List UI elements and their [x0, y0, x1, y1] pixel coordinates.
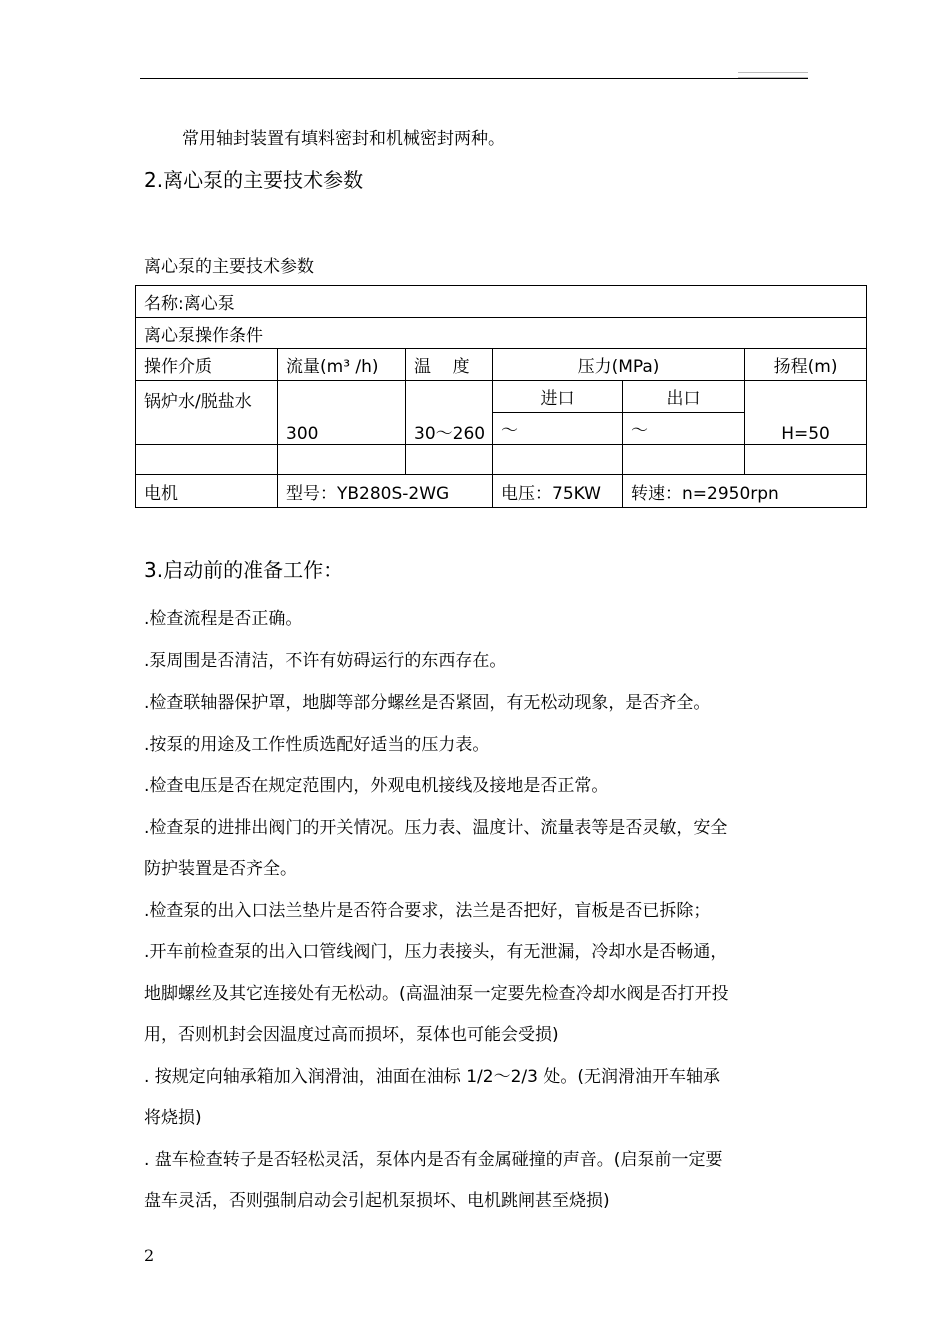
section-3-heading: 3.启动前的准备工作：: [144, 558, 344, 582]
prep-line: 将烧损): [144, 1108, 202, 1128]
table-row-subheaders: [136, 381, 867, 413]
prep-line: 防护装置是否齐全。: [144, 859, 297, 879]
prep-line: .开车前检查泵的出入口管线阀门，压力表接头，有无泄漏，冷却水是否畅通，: [144, 942, 728, 962]
prep-line: . 盘车检查转子是否轻松灵活，泵体内是否有金属碰撞的声音。(启泵前一定要: [144, 1150, 723, 1170]
motor-label: 电机: [136, 475, 278, 508]
header-pressure: 压力(MPa): [493, 349, 745, 381]
pump-parameters-table: [135, 285, 867, 508]
prep-line: 地脚螺丝及其它连接处有无松动。(高温油泵一定要先检查冷却水阀是否打开投: [144, 984, 729, 1004]
header-temperature: 温 度: [406, 349, 493, 381]
table-row-empty: [136, 445, 867, 475]
header-rule: [140, 78, 808, 79]
motor-model: 型号：YB280S-2WG: [278, 475, 493, 508]
prep-line: .检查泵的进排出阀门的开关情况。压力表、温度计、流量表等是否灵敏，安全: [144, 818, 728, 838]
prep-line: .检查流程是否正确。: [144, 609, 303, 629]
prep-line: .检查电压是否在规定范围内，外观电机接线及接地是否正常。: [144, 776, 609, 796]
cell-medium: 锅炉水/脱盐水: [136, 381, 278, 445]
section-2-heading: 2.离心泵的主要技术参数: [144, 168, 364, 192]
motor-speed: 转速：n=2950rpn: [623, 475, 867, 508]
operating-conditions-cell: 离心泵操作条件: [136, 318, 867, 349]
table-row-motor: [136, 475, 867, 508]
subheader-inlet: 进口: [493, 381, 623, 413]
table-row-headers: [136, 349, 867, 381]
cell-outlet-pressure: ～: [623, 413, 745, 445]
prep-line: .检查联轴器保护罩，地脚等部分螺丝是否紧固，有无松动现象，是否齐全。: [144, 693, 711, 713]
header-head: 扬程(m): [745, 349, 867, 381]
header-flow: 流量(m³ /h): [278, 349, 406, 381]
prep-line: .泵周围是否清洁，不许有妨碍运行的东西存在。: [144, 651, 507, 671]
page-number: 2: [144, 1246, 155, 1265]
prep-line: .检查泵的出入口法兰垫片是否符合要求，法兰是否把好，盲板是否已拆除；: [144, 901, 711, 921]
prep-line: .按泵的用途及工作性质选配好适当的压力表。: [144, 735, 490, 755]
empty-cell: [136, 445, 278, 475]
header-medium: 操作介质: [136, 349, 278, 381]
prep-line: 用，否则机封会因温度过高而损坏，泵体也可能会受损): [144, 1025, 559, 1045]
prep-line: 盘车灵活，否则强制启动会引起机泵损坏、电机跳闸甚至烧损): [144, 1191, 610, 1211]
cell-head: H=50: [745, 381, 867, 445]
prep-line: . 按规定向轴承箱加入润滑油，油面在油标 1/2～2/3 处。(无润滑油开车轴承: [144, 1067, 720, 1087]
table-row-name: [136, 286, 867, 318]
empty-cell: [493, 445, 623, 475]
motor-voltage: 电压：75KW: [493, 475, 623, 508]
empty-cell: [745, 445, 867, 475]
table-caption: 离心泵的主要技术参数: [144, 257, 314, 277]
empty-cell: [623, 445, 745, 475]
cell-inlet-pressure: ～: [493, 413, 623, 445]
empty-cell: [406, 445, 493, 475]
pump-name-cell: 名称:离心泵: [136, 286, 867, 318]
cell-flow: 300: [278, 381, 406, 445]
intro-paragraph: 常用轴封装置有填料密封和机械密封两种。: [182, 129, 505, 149]
table-row-conditions: [136, 318, 867, 349]
subheader-outlet: 出口: [623, 381, 745, 413]
empty-cell: [278, 445, 406, 475]
cell-temperature: 30～260: [406, 381, 493, 445]
